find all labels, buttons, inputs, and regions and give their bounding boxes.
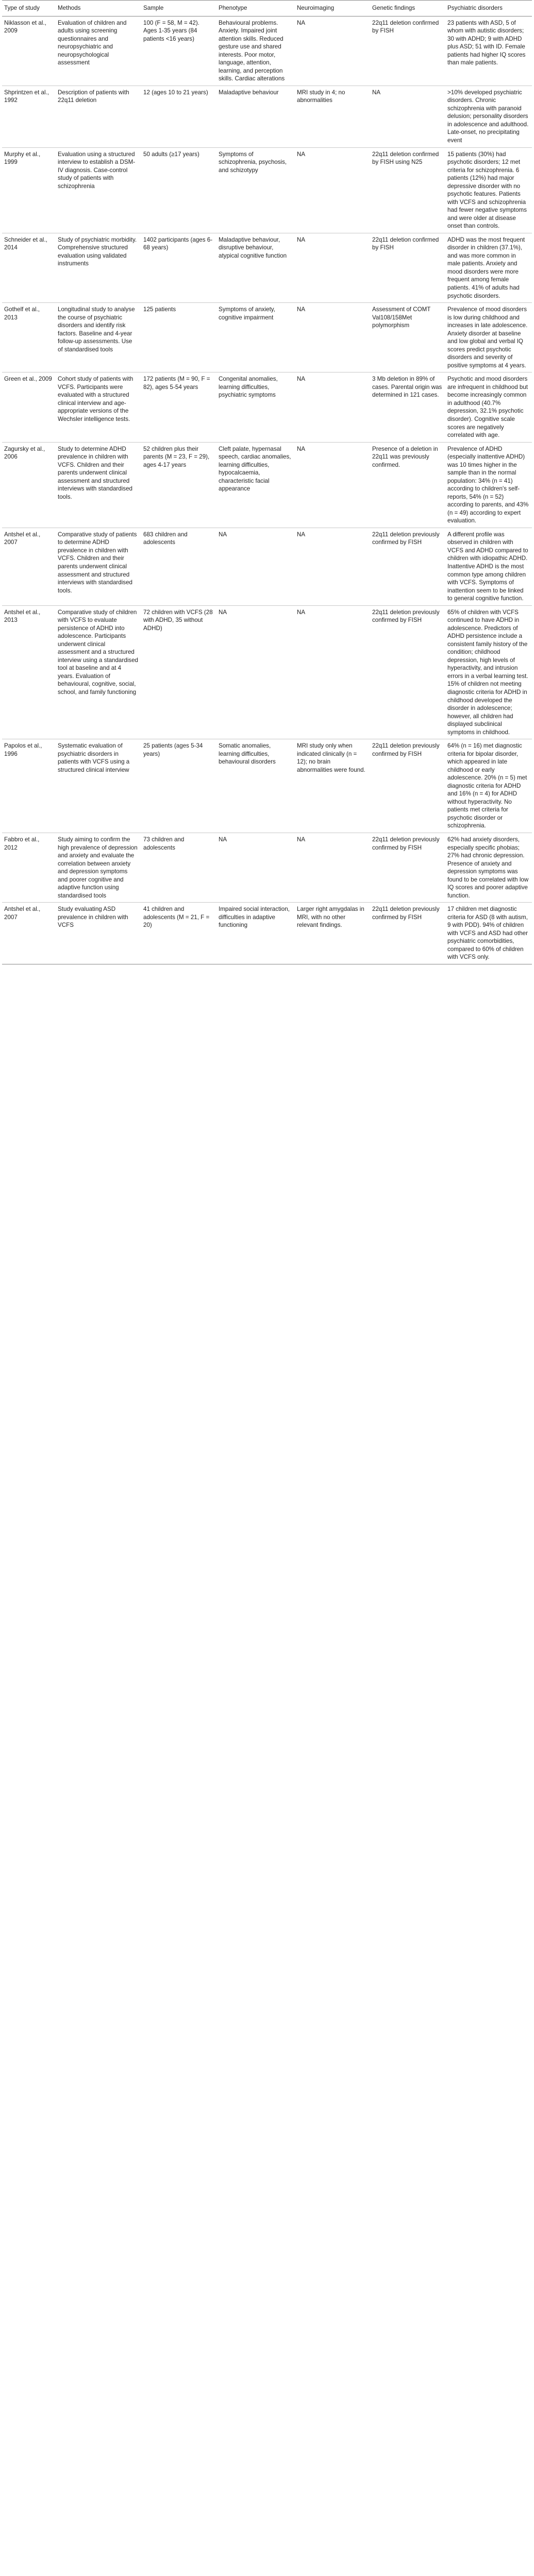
- table-body: [2, 16, 532, 964]
- cell-genetic: 22q11 deletion confirmed by FISH using N25: [372, 150, 439, 166]
- cell-psychiatric: 62% had anxiety disorders, especially specific phobias; 27% had chronic depression. Presence of anxiety and depression symptoms was found to be correlated with low IQ scores and poorer adaptive function.: [447, 836, 529, 899]
- table-row: [2, 528, 532, 605]
- cell-neuroimaging: NA: [297, 19, 306, 26]
- table-row: [2, 605, 532, 739]
- cell-methods: Evaluation using a structured interview to establish a DSM-IV diagnosis. Case-control study of patients with schizophrenia: [58, 150, 136, 190]
- cell-phenotype: Symptoms of anxiety, cognitive impairment: [219, 306, 275, 321]
- cell-study: Fabbro et al., 2012: [4, 836, 40, 851]
- table-row: [2, 16, 532, 86]
- cell-sample: 52 children plus their parents (M = 23, F = 29), ages 4-17 years: [143, 445, 210, 468]
- column-header-methods: Methods: [58, 5, 81, 11]
- table-row: [2, 233, 532, 302]
- cell-sample: 100 (F = 58, M = 42). Ages 1-35 years (84 patients <16 years): [143, 19, 199, 42]
- cell-methods: Comparative study of children with VCFS to evaluate persistence of ADHD into adolescence. Participants underwent clinical assessment and a structured interview using a standardised tool at baseline and at 4 years. Evaluation of behavioural, cognitive, social, school, and family functioning: [58, 608, 138, 696]
- cell-neuroimaging: Larger right amygdalas in MRI, with no other relevant findings.: [297, 906, 364, 929]
- cell-genetic: 22q11 deletion confirmed by FISH: [372, 19, 439, 35]
- cell-methods: Study evaluating ASD prevalence in children with VCFS: [58, 906, 128, 929]
- cell-genetic: Presence of a deletion in 22q11 was previously confirmed.: [372, 445, 438, 468]
- cell-methods: Comparative study of patients to determine ADHD prevalence in children with VCFS. Children and their parents underwent clinical assessment and structured interviews with standardised tools.: [58, 531, 137, 594]
- cell-study: Shprintzen et al., 1992: [4, 89, 49, 104]
- cell-neuroimaging: NA: [297, 836, 306, 843]
- cell-phenotype: Impaired social interaction, difficulties in adaptive functioning: [219, 906, 290, 929]
- cell-study: Antshel et al., 2007: [4, 906, 41, 921]
- cell-neuroimaging: NA: [297, 236, 306, 243]
- cell-methods: Study aiming to confirm the high prevalence of depression and anxiety and evaluate the correlation between anxiety and depression symptoms and poorer cognitive and adaptive function using standardised tools: [58, 836, 138, 899]
- cell-neuroimaging: NA: [297, 608, 306, 616]
- cell-study: Antshel et al., 2007: [4, 531, 41, 546]
- table-row: [2, 442, 532, 528]
- cell-sample: 172 patients (M = 90, F = 82), ages 5-54 years: [143, 376, 210, 391]
- cell-sample: 25 patients (ages 5-34 years): [143, 742, 203, 757]
- cell-psychiatric: >10% developed psychiatric disorders. Chronic schizophrenia with paranoid delusion; personality disorders in adolescence and adulthood. Late-onset, no precipitating event: [447, 89, 529, 144]
- cell-sample: 683 children and adolescents: [143, 531, 188, 546]
- cell-neuroimaging: MRI study only when indicated clinically (n = 12); no brain abnormalities were found.: [297, 742, 365, 773]
- cell-psychiatric: Prevalence of mood disorders is low during childhood and increases in late adolescence. Anxiety disorder at baseline and low global and verbal IQ scores predict psychotic disorders and severity of positive symptoms at 4 years.: [447, 306, 528, 369]
- cell-sample: 41 children and adolescents (M = 21, F = 20): [143, 906, 210, 929]
- cell-psychiatric: Prevalence of ADHD (especially inattentive ADHD) was 10 times higher in the sample than in the normal population: 34% (n = 41) according to children's self-reports, 54% (n = 52) according to parents, and 43% (n = 49) according to expert evaluation.: [447, 445, 529, 524]
- cell-study: Niklasson et al., 2009: [4, 19, 46, 35]
- cell-neuroimaging: NA: [297, 531, 306, 538]
- cell-sample: 72 children with VCFS (28 with ADHD, 35 without ADHD): [143, 608, 213, 632]
- table-row: [2, 372, 532, 442]
- cell-methods: Systematic evaluation of psychiatric disorders in patients with VCFS using a structured clinical interview: [58, 742, 130, 773]
- cell-phenotype: Behavioural problems. Anxiety. Impaired joint attention skills. Reduced gesture use and shared interests. Poor motor, language, attention, learning, and perception skills. Cardiac alterations: [219, 19, 285, 82]
- cell-neuroimaging: NA: [297, 150, 306, 158]
- cell-methods: Study to determine ADHD prevalence in children with VCFS. Children and their parents underwent clinical assessment and structured interviews with standardised tools.: [58, 445, 132, 500]
- column-header-phenotype: Phenotype: [219, 5, 247, 11]
- cell-genetic: 22q11 deletion previously confirmed by FISH: [372, 906, 440, 921]
- table-row: [2, 903, 532, 964]
- cell-psychiatric: Psychotic and mood disorders are infrequent in childhood but become increasingly common in adulthood (40.7% depression, 32.1% psychotic disorder). Cognitive scale scores are negatively correlated with age.: [447, 376, 528, 439]
- cell-sample: 12 (ages 10 to 21 years): [143, 89, 208, 96]
- cell-study: Antshel et al., 2013: [4, 608, 41, 624]
- column-header-sample: Sample: [143, 5, 164, 11]
- cell-neuroimaging: MRI study in 4; no abnormalities: [297, 89, 345, 104]
- cell-methods: Longitudinal study to analyse the course of psychiatric disorders and identify risk factors. Baseline and 4-year follow-up assessments. Use of standardised tools: [58, 306, 135, 353]
- cell-genetic: NA: [372, 89, 381, 96]
- table-row: [2, 86, 532, 147]
- column-header-psychiatric: Psychiatric disorders: [447, 5, 503, 11]
- cell-study: Gothelf et al., 2013: [4, 306, 40, 321]
- cell-psychiatric: 17 children met diagnostic criteria for ASD (8 with autism, 9 with PDD). 94% of children with VCFS and ASD had other psychiatric comorbidities, compared to 60% of children with VCFS only.: [447, 906, 528, 961]
- study-table: [2, 0, 532, 964]
- table-row: [2, 833, 532, 903]
- cell-genetic: 22q11 deletion confirmed by FISH: [372, 236, 439, 251]
- cell-genetic: 3 Mb deletion in 89% of cases. Parental origin was determined in 121 cases.: [372, 376, 442, 399]
- cell-phenotype: NA: [219, 608, 227, 616]
- cell-genetic: 22q11 deletion previously confirmed by FISH: [372, 836, 440, 851]
- cell-methods: Study of psychiatric morbidity. Comprehensive structured evaluation using validated instruments: [58, 236, 137, 267]
- cell-phenotype: Maladaptive behaviour, disruptive behaviour, atypical cognitive function: [219, 236, 287, 259]
- cell-phenotype: Somatic anomalies, learning difficulties, behavioural disorders: [219, 742, 276, 766]
- cell-study: Green et al., 2009: [4, 376, 52, 383]
- cell-study: Zagursky et al., 2006: [4, 445, 45, 461]
- cell-sample: 73 children and adolescents: [143, 836, 185, 851]
- cell-study: Murphy et al., 1999: [4, 150, 41, 166]
- cell-genetic: 22q11 deletion previously confirmed by FISH: [372, 531, 440, 546]
- column-header-neuroimaging: Neuroimaging: [297, 5, 335, 11]
- cell-phenotype: Cleft palate, hypernasal speech, cardiac anomalies, learning difficulties, hypocalcaemia, characteristic facial appearance: [219, 445, 291, 493]
- cell-psychiatric: 65% of children with VCFS continued to have ADHD in adolescence. Predictors of ADHD persistence include a consistent family history of the condition; childhood depression, high levels of hyperactivity, and intrusion errors in a verbal learning test. 15% of children not meeting diagnostic criteria for ADHD in childhood developed the disorder in adolescence; however, all children had displayed subclinical symptoms in childhood.: [447, 608, 528, 736]
- table-row: [2, 147, 532, 233]
- table-row: [2, 303, 532, 372]
- column-header-genetic: Genetic findings: [372, 5, 415, 11]
- cell-sample: 1402 participants (ages 6-68 years): [143, 236, 213, 251]
- cell-psychiatric: A different profile was observed in children with VCFS and ADHD compared to children with idiopathic ADHD. Inattentive ADHD is the most common type among children with VCFS. Symptoms of inattention seem to be linked to general cognitive function.: [447, 531, 528, 602]
- cell-phenotype: Congenital anomalies, learning difficulties, psychiatric symptoms: [219, 376, 278, 399]
- cell-phenotype: Symptoms of schizophrenia, psychosis, and schizotypy: [219, 150, 287, 174]
- cell-psychiatric: ADHD was the most frequent disorder in children (37.1%), and was more common in male patients. Anxiety and mood disorders were more frequent among female patients. 41% of adults had psychotic disorders.: [447, 236, 525, 299]
- cell-phenotype: NA: [219, 531, 227, 538]
- cell-phenotype: Maladaptive behaviour: [219, 89, 279, 96]
- cell-neuroimaging: NA: [297, 376, 306, 383]
- cell-psychiatric: 64% (n = 16) met diagnostic criteria for bipolar disorder, which appeared in late childhood or early adolescence. 20% (n = 5) met diagnostic criteria for ADHD and 16% (n = 4) for ADHD without hyperactivity. No patients met criteria for psychotic disorder or schizophrenia.: [447, 742, 527, 829]
- table-row: [2, 739, 532, 833]
- cell-study: Papolos et al., 1996: [4, 742, 42, 757]
- cell-methods: Evaluation of children and adults using screening questionnaires and neuropsychiatric and neuropsychological assessment: [58, 19, 127, 66]
- cell-genetic: 22q11 deletion previously confirmed by FISH: [372, 742, 440, 757]
- cell-phenotype: NA: [219, 836, 227, 843]
- cell-sample: 125 patients: [143, 306, 176, 313]
- cell-neuroimaging: NA: [297, 306, 306, 313]
- cell-methods: Description of patients with 22q11 deletion: [58, 89, 129, 104]
- cell-genetic: Assessment of COMT Val108/158Met polymorphism: [372, 306, 431, 329]
- cell-psychiatric: 15 patients (30%) had psychotic disorders; 12 met criteria for schizophrenia. 6 patients (12%) had major depressive disorder with no psychotic features. Patients with VCFS and schizophrenia had fewer negative symptoms and were older at disease onset than controls.: [447, 150, 527, 230]
- column-header-study: Type of study: [4, 5, 40, 11]
- cell-psychiatric: 23 patients with ASD, 5 of whom with autistic disorders; 30 with ADHD; 9 with ADHD plus ASD; 51 with ID. Female patients had higher IQ scores than male patients.: [447, 19, 526, 66]
- cell-genetic: 22q11 deletion previously confirmed by FISH: [372, 608, 440, 624]
- cell-study: Schneider et al., 2014: [4, 236, 47, 251]
- cell-neuroimaging: NA: [297, 445, 306, 452]
- table-header-row: [2, 1, 532, 16]
- cell-methods: Cohort study of patients with VCFS. Participants were evaluated with a structured clinical interview and age-appropriate versions of the Wechsler intelligence tests.: [58, 376, 134, 422]
- cell-sample: 50 adults (≥17 years): [143, 150, 199, 158]
